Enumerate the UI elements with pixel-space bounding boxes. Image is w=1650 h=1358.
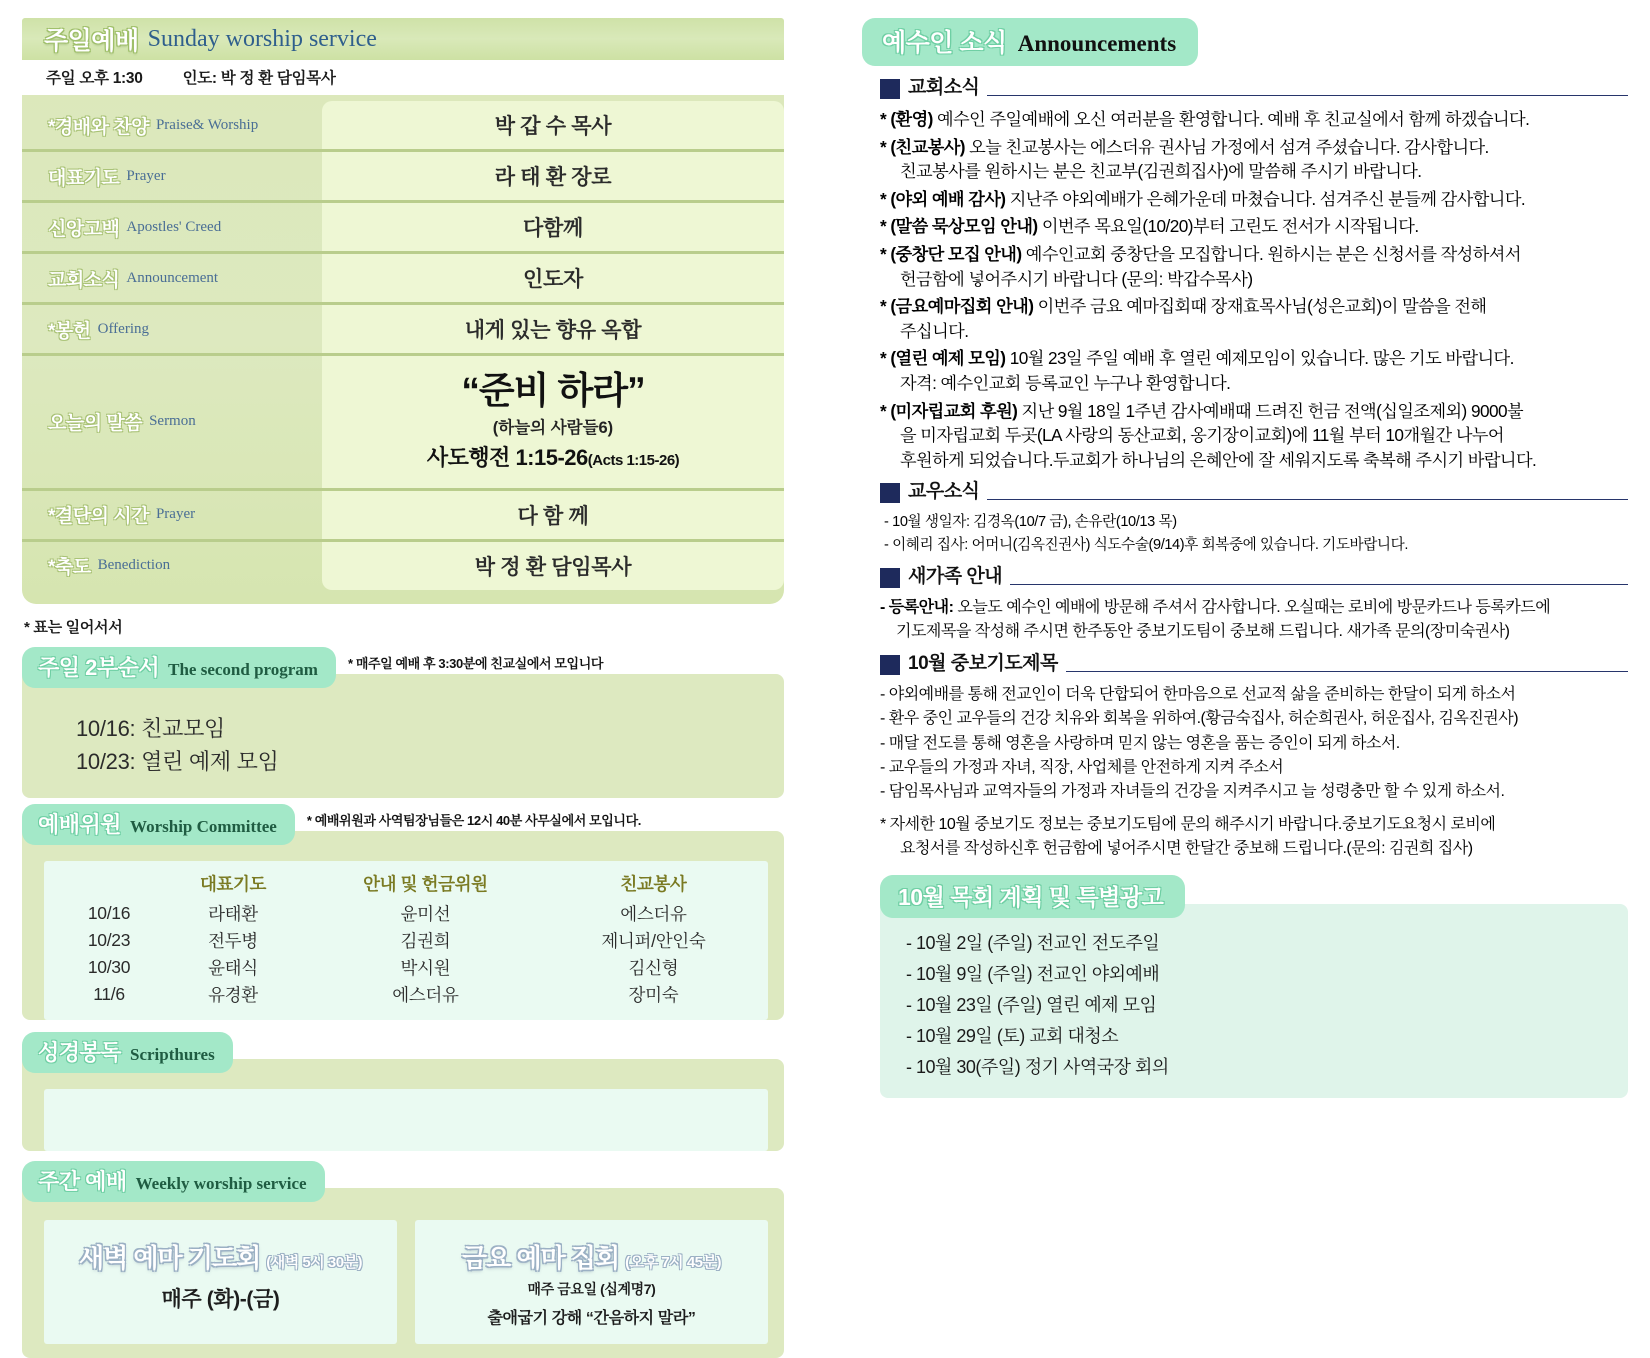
second-program-list [22,698,784,798]
weekly-card-heading [425,1238,758,1275]
prayer-topics-heading-text: 10월 중보기도제목 [908,653,1058,675]
order-value: 박 정 환 담임목사 [322,542,784,590]
cell-prayer: 전두병 [208,930,258,951]
col-header-usher: 안내 및 헌금위원 [363,873,488,894]
second-program-note: * 매주일 예배 후 3:30분에 친교실에서 모입니다 [347,655,604,671]
item-text: 오늘 친교봉사는 에스더유 권사님 가정에서 섬겨 주셨습니다. 감사합니다. [964,136,1489,157]
worship-committee-section [22,804,784,1020]
weekly-card-dawn [44,1220,397,1344]
order-label-en: Prayer [155,506,196,523]
heading-rule [1010,584,1628,585]
church-news-heading-text: 교회소식 [908,77,980,98]
weekly-card-friday [415,1220,768,1344]
item-label: * (금요예마집회 안내) [880,296,1034,317]
prayer-topics-list [880,683,1628,805]
order-label-kr: 교회소식 [48,269,120,291]
list-item: - 10월 23일 (주일) 열린 예제 모임 [906,994,1157,1015]
order-label [22,203,322,254]
heading-rule [987,499,1628,500]
worship-title-kr: 주일예배 [44,27,139,55]
order-value: 인도자 [322,254,784,305]
order-value: 다함께 [322,203,784,254]
registration-label: - 등록안내: [880,598,954,616]
second-program-body [22,674,784,798]
item-text: 10월 23일 주일 예배 후 열린 예제모임이 있습니다. 많은 기도 바랍니다. [1005,348,1514,369]
cell-usher: 윤미선 [400,903,451,924]
member-news-heading [880,482,1628,503]
list-item: - 10월 30(주일) 정기 사역국장 회의 [906,1056,1169,1077]
item-label: * (중창단 모집 안내) [880,243,1022,264]
weekly-worship-section [22,1161,784,1358]
cell-date: 10/16 [87,902,131,923]
member-news-heading-text: 교우소식 [908,481,980,503]
list-item: - 담임목사님과 교역자들의 가정과 자녀들의 건강을 지켜주시고 늘 성령충만 할 수 있게 하소서. [880,783,1505,801]
announcements-body [862,78,1628,1098]
list-item: - 10월 9일 (주일) 전교인 야외예배 [906,963,1160,984]
weekly-card-time: (오후 7시 45분) [625,1253,721,1271]
worship-time: 주일 오후 1:30 [46,70,143,87]
scriptures-header [22,1032,784,1073]
order-label [22,542,322,590]
prayer-note-line2: 요청서를 작성하신후 헌금함에 넣어주시면 한달간 중보해 드립니다.(문의: 김권희 집사) [900,839,1473,857]
october-plan-title: 10월 목회 계획 및 특별광고 [898,883,1164,910]
square-bullet-icon [880,79,900,99]
order-value: 내게 있는 향유 옥합 [322,305,784,356]
worship-order-row [22,203,784,254]
second-program-title-kr: 주일 2부순서 [38,654,160,680]
sermon-title: “준비 하라” [461,370,645,411]
announcement-item [880,135,1628,184]
item-label: * (열린 예제 모임) [880,348,1006,369]
sermon-value [322,356,784,491]
square-bullet-icon [880,568,900,588]
announcements-title-kr: 예수인 소식 [882,29,1007,57]
col-header-date [54,869,164,900]
order-label-en: Offering [97,320,149,337]
order-value: 박 갑 수 목사 [322,101,784,152]
prayer-note [880,813,1628,861]
worship-committee-body [22,831,784,1020]
committee-table [54,869,758,1008]
list-item: - 야외예배를 통해 전교인이 더욱 단합되어 한마음으로 선교적 삶을 준비하는 한달이 되게 하소서 [880,686,1516,704]
table-header-row [54,869,758,900]
cell-usher: 김권희 [400,930,451,951]
order-value: 라 태 환 장로 [322,152,784,203]
announcement-item [880,242,1628,291]
order-label-kr: *축도 [48,557,91,579]
square-bullet-icon [880,483,900,503]
second-program-header [22,647,784,688]
order-value: 다 함 께 [322,491,784,542]
cell-usher: 에스더유 [392,984,459,1005]
new-family-content [880,596,1628,645]
order-label [22,356,322,491]
announcements-pill [862,18,1198,66]
list-item: - 10월 29일 (토) 교회 대청소 [906,1025,1119,1046]
list-item: - 10월 생일자: 김경옥(10/7 금), 손유란(10/13 목) [884,514,1177,531]
scriptures-title-en: Scripthures [130,1044,215,1064]
order-label [22,491,322,542]
order-label-kr: 오늘의 말씀 [48,413,143,435]
order-label [22,101,322,152]
scriptures-title-kr: 성경봉독 [38,1039,122,1065]
item-label: * (미자립교회 후원) [880,400,1018,421]
item-text: 이번주 목요일(10/20)부터 고린도 전서가 시작됩니다. [1037,216,1419,237]
cell-date: 10/30 [87,956,131,977]
weekly-worship-body [22,1188,784,1358]
worship-order-row [22,542,784,590]
scriptures-content-area [44,1089,768,1151]
weekly-worship-header [22,1161,784,1202]
registration-text: 오늘도 예수인 예배에 방문해 주셔서 감사합니다. 오실때는 로비에 방문카드나 등록카드에 [953,598,1551,616]
worship-order-row [22,101,784,152]
item-text: 이번주 금요 예마집회때 장재효목사님(성은교회)이 말씀을 전해 [1033,296,1487,317]
weekly-worship-pill [22,1161,325,1202]
table-row [54,981,758,1008]
worship-order-row [22,254,784,305]
second-program-section [22,647,784,798]
worship-subline [22,60,784,95]
weekly-card-heading [54,1238,387,1275]
list-item: 10/23: 열린 예제 모임 [76,748,279,774]
order-label-kr: *봉헌 [48,320,91,342]
item-cont: 을 미자립교회 두곳(LA 사랑의 동산교회, 옹기장이교회)에 11월 부터 10개월간 나누어 [900,425,1504,446]
sermon-reference-en: (Acts 1:15-26) [587,451,680,469]
item-cont: 헌금함에 넣어주시기 바랍니다 (문의: 박갑수목사) [900,268,1253,289]
worship-order-row [22,305,784,356]
cell-prayer: 유경환 [208,984,258,1005]
worship-header [22,18,784,60]
announcement-item [880,399,1628,473]
weekly-card-title: 금요 예마 집회 [462,1242,620,1273]
weekly-card-line2: 출애굽기 강해 “간음하지 말라” [487,1309,696,1327]
item-text: 예수인교회 중창단을 모집합니다. 원하시는 분은 신청서를 작성하셔서 [1021,243,1521,264]
heading-rule [1066,671,1628,672]
october-plan-body [880,904,1628,1099]
order-label-kr: 신앙고백 [48,218,120,240]
cell-fellowship: 제니퍼/안인숙 [601,930,706,951]
list-item: 10/16: 친교모임 [76,715,225,741]
square-bullet-icon [880,655,900,675]
committee-title-en: Worship Committee [130,816,277,836]
list-item: - 이혜리 집사: 어머니(김옥진권사) 식도수술(9/14)후 회복중에 있습니다. 기도바랍니다. [884,536,1408,553]
announcement-item [880,294,1628,343]
prayer-note-line1: * 자세한 10월 중보기도 정보는 중보기도팀에 문의 해주시기 바랍니다.중보기도요청시 로비에 [880,815,1496,833]
committee-title-kr: 예배위원 [38,811,122,837]
col-header-fellowship: 친교봉사 [620,873,687,894]
announcement-item [880,214,1628,239]
item-cont: 친교봉사를 원하시는 분은 친교부(김권희집사)에 말씀해 주시기 바랍니다. [900,161,1422,182]
weekly-card-title: 새벽 예마 기도회 [78,1242,261,1273]
order-label-kr: *경배와 찬양 [48,116,149,138]
item-text: 지난주 야외예배가 은혜가운데 마쳤습니다. 섬겨주신 분들께 감사합니다. [1005,188,1526,209]
scriptures-pill [22,1032,233,1073]
cell-date: 11/6 [93,983,125,1004]
list-item: - 교우들의 가정과 자녀, 직장, 사업체를 안전하게 지켜 주소서 [880,759,1284,777]
order-label-kr: *결단의 시간 [48,506,149,528]
standing-note: * 표는 일어서서 [24,618,123,636]
item-label: * (친교봉사) [880,136,965,157]
order-label-en: Apostles' Creed [126,218,222,235]
item-label: * (말씀 묵상모임 안내) [880,216,1038,237]
cell-fellowship: 장미숙 [628,984,679,1005]
heading-rule [987,95,1628,96]
table-row [54,927,758,954]
cell-fellowship: 김신형 [628,957,679,978]
new-family-heading-text: 새가족 안내 [908,565,1003,587]
order-label-kr: 대표기도 [48,167,120,189]
member-news-list [884,511,1628,556]
item-text: 지난 9월 18일 1주년 감사예배때 드려진 헌금 전액(십일조제외) 9000불 [1017,400,1524,421]
announcement-item [880,187,1628,212]
second-program-pill [22,647,336,688]
new-family-heading [880,567,1628,588]
october-plan-section [880,875,1628,1099]
worship-title-en: Sunday worship service [147,25,377,52]
cell-prayer: 윤태식 [208,957,258,978]
worship-leader: 인도: 박 정 환 담임목사 [182,70,336,87]
registration-cont: 기도제목을 작성해 주시면 한주동안 중보기도팀이 중보해 드립니다. 새가족 문의(장미숙권사) [896,622,1510,640]
worship-order-row-sermon [22,356,784,491]
cell-date: 10/23 [87,929,131,950]
worship-order-table [22,95,784,590]
worship-committee-pill [22,804,295,845]
cell-usher: 박시원 [400,957,451,978]
prayer-topics-heading [880,654,1628,675]
order-label-en: Prayer [126,167,166,184]
left-column [22,18,784,1327]
october-plan-pill [880,875,1185,918]
col-header-prayer: 대표기도 [199,873,266,894]
item-text: 예수인 주일예배에 오신 여러분을 환영합니다. 예배 후 친교실에서 함께 하겠습니다. [932,109,1530,129]
announcements-title-en: Announcements [1017,31,1177,56]
order-label [22,254,322,305]
sunday-worship-panel [22,18,784,604]
list-item: - 환우 중인 교우들의 건강 치유와 회복을 위하여.(황금숙집사, 허순희권사, 허운집사, 김옥진권사) [880,710,1519,728]
announcement-item [880,346,1628,395]
table-row [54,954,758,981]
item-cont: 주십니다. [900,320,969,341]
weekly-title-en: Weekly worship service [135,1173,307,1193]
order-label-en: Announcement [126,269,219,286]
worship-committee-header [22,804,784,845]
announcement-item [880,107,1628,132]
table-row [54,900,758,927]
order-label-en: Sermon [149,413,196,430]
second-program-title-en: The second program [168,659,318,679]
item-label: * (환영) [880,109,933,129]
weekly-card-line1: 매주 (화)-(금) [161,1287,280,1311]
list-item: - 매달 전도를 통해 영혼을 사랑하며 믿지 않는 영혼을 품는 증인이 되게 하소서. [880,734,1400,752]
right-column [862,18,1628,1098]
sermon-reference [427,441,679,472]
worship-order-row [22,491,784,542]
worship-order-row [22,152,784,203]
item-label: * (야외 예배 감사) [880,188,1006,209]
sermon-subtitle: (하늘의 사람들6) [492,418,614,437]
church-news-heading [880,78,1628,99]
committee-note: * 예배위원과 사역팀장님들은 12시 40분 사무실에서 모입니다. [306,812,641,828]
order-label [22,305,322,356]
item-cont: 자격: 예수인교회 등록교인 누구나 환영합니다. [900,372,1231,393]
weekly-card-line1: 매주 금요일 (십계명7) [527,1280,656,1297]
order-label-en: Praise& Worship [155,116,259,133]
list-item: - 10월 2일 (주일) 전교인 전도주일 [906,932,1160,953]
weekly-title-kr: 주간 예배 [38,1168,127,1194]
cell-fellowship: 에스더유 [620,903,687,924]
scriptures-section [22,1032,784,1151]
weekly-cards [22,1212,784,1358]
order-label-en: Benediction [97,557,171,574]
cell-prayer: 라태환 [208,903,258,924]
committee-table-wrap [44,861,768,1020]
item-cont: 후원하게 되었습니다.두교회가 하나님의 은혜안에 잘 세워지도록 축복해 주시기 바랍니다. [900,449,1537,470]
sermon-reference-kr: 사도행전 1:15-26 [426,444,588,470]
weekly-card-time: (새벽 5시 30분) [266,1253,363,1271]
order-label [22,152,322,203]
